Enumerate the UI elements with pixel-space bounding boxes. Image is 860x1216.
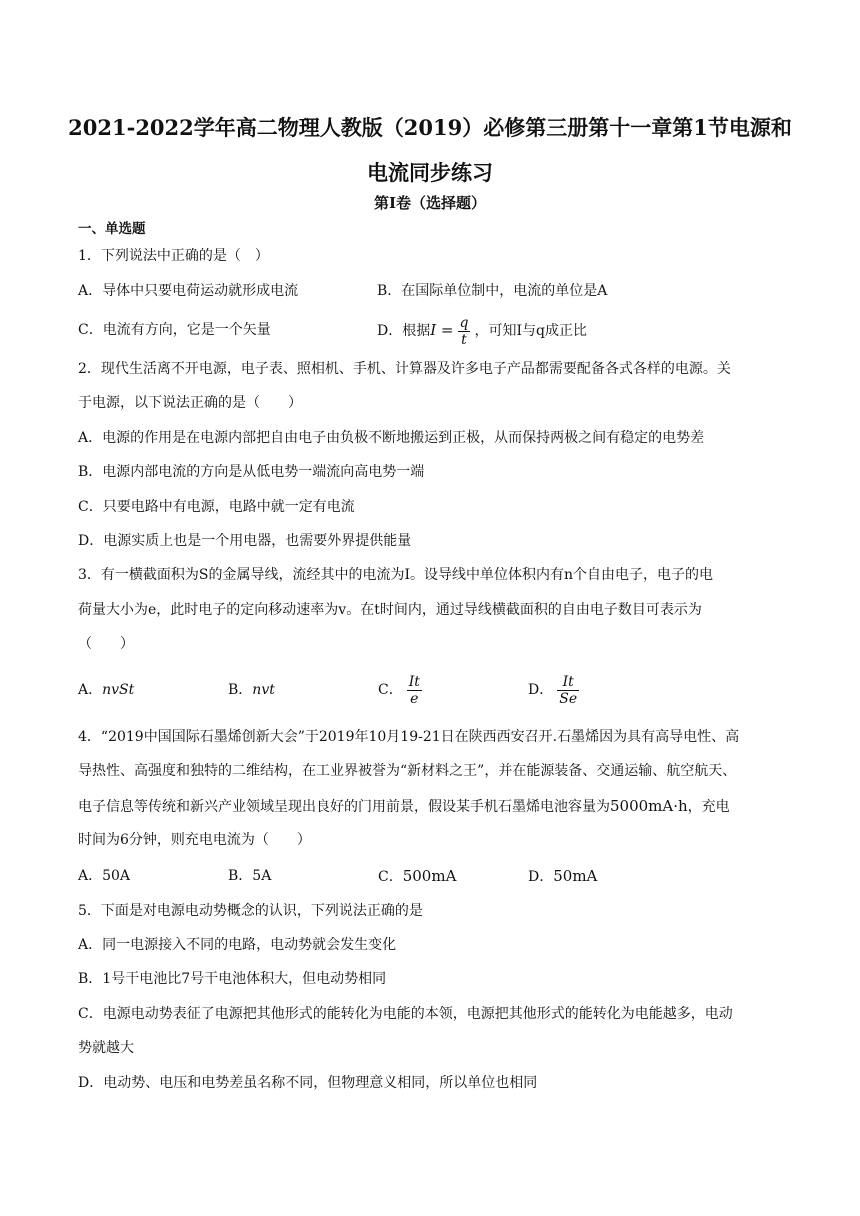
q1-option-a: A．导体中只要电荷运动就形成电流 [78, 283, 299, 299]
q3-option-b-value: nvt [252, 682, 275, 698]
q5-option-a: A．同一电源接入不同的电路，电动势就会发生变化 [78, 937, 397, 953]
q4-option-c [378, 866, 456, 887]
q5-stem: 5．下面是对电源电动势概念的认识，下列说法正确的是 [78, 903, 423, 919]
q3-option-c-numerator: It [408, 673, 420, 690]
q2-stem-line-1: 2．现代生活离不开电源，电子表、照相机、手机、计算器及许多电子产品都需要配备各式各样的电源。关 [78, 361, 731, 377]
q3-stem-line-1: 3．有一横截面积为S的金属导线，流经其中的电流为I。设导线中单位体积内有n个自由电子，电子的电 [78, 567, 714, 583]
q3-option-d-fraction [557, 674, 579, 707]
q1-formula-denominator: t [461, 331, 467, 348]
q2-option-a: A．电源的作用是在电源内部把自由电子由负极不断地搬运到正极，从而保持两极之间有稳定的电势差 [78, 430, 705, 446]
q3-option-c [378, 672, 426, 708]
q4-battery-capacity: 5000mA·h [610, 797, 688, 815]
q4-stem-line-4: 时间为6分钟，则充电电流为（ ） [78, 832, 311, 848]
q1-option-d-prefix: D．根据 [377, 323, 431, 339]
q4-stem-line-3 [78, 796, 786, 817]
q3-stem-line-2: 荷量大小为e，此时电子的定向移动速率为v。在t时间内，通过导线横截面积的自由电子数目可表示为 [78, 602, 702, 618]
q4-option-c-letter: C． [378, 869, 403, 885]
q5-option-c-line-2: 势就越大 [78, 1040, 134, 1056]
q1-option-d [377, 312, 587, 349]
q4-option-d-letter: D． [528, 869, 554, 885]
q3-option-c-letter: C． [378, 682, 403, 698]
q1-option-c: C．电流有方向，它是一个矢量 [78, 322, 271, 338]
q4-option-d [528, 866, 597, 887]
q3-option-a [78, 680, 134, 700]
q4-option-a: A．50A [78, 868, 131, 884]
q1-formula-fraction [458, 315, 471, 348]
q1-option-d-suffix: ，可知I与q成正比 [474, 323, 587, 339]
q3-option-c-denominator: e [410, 690, 419, 707]
q2-stem-line-2: 于电源，以下说法正确的是（ ） [78, 395, 302, 411]
q1-formula-lhs: I = [430, 321, 454, 339]
q3-option-b [228, 680, 275, 700]
q4-stem-line-3-end: ，充电 [687, 799, 730, 815]
q3-stem-line-3: （ ） [78, 636, 134, 652]
q2-option-d: D．电源实质上也是一个用电器，也需要外界提供能量 [78, 533, 412, 549]
q3-option-d [528, 672, 583, 708]
document-title-line-1: 2021-2022学年高二物理人教版（2019）必修第三册第十一章第1节电源和 [68, 115, 792, 140]
q3-option-d-numerator: It [557, 674, 579, 691]
q4-option-b: B．5A [228, 868, 272, 884]
section-heading: 一、单选题 [78, 221, 146, 237]
q2-option-c: C．只要电路中有电源，电路中就一定有电流 [78, 499, 355, 515]
q5-option-c-line-1: C．电源电动势表征了电源把其他形式的能转化为电能的本领，电源把其他形式的能转化为电能越多，电动 [78, 1006, 733, 1022]
q2-option-b: B．电源内部电流的方向是从低电势一端流向高电势一端 [78, 464, 425, 480]
q4-stem-line-2: 导热性、高强度和独特的二维结构，在工业界被誉为“新材料之王”，并在能源装备、交通运输、航空航天、 [78, 763, 737, 779]
q4-option-d-value: 50mA [553, 867, 598, 885]
q3-option-a-letter: A． [78, 682, 103, 698]
q1-formula-numerator: q [459, 314, 469, 331]
q3-option-d-denominator: Se [559, 690, 578, 707]
q5-option-d: D．电动势、电压和电势差虽名称不同，但物理意义相同，所以单位也相同 [78, 1075, 538, 1091]
q4-stem-line-3-text: 电子信息等传统和新兴产业领域呈现出良好的门用前景，假设某手机石墨烯电池容量为 [78, 799, 610, 815]
q3-option-d-letter: D． [528, 682, 554, 698]
q4-option-c-value: 500mA [402, 867, 457, 885]
q3-option-a-value: nvSt [102, 682, 135, 698]
volume-heading: 第I卷（选择题） [373, 194, 487, 212]
q4-stem-line-1: 4．“2019中国国际石墨烯创新大会”于2019年10月19-21日在陕西西安召开.石墨烯因为具有高导电性、高 [78, 729, 740, 745]
document-title-line-2: 电流同步练习 [367, 160, 493, 185]
q1-option-b: B．在国际单位制中，电流的单位是A [377, 283, 608, 299]
q1-stem: 1．下列说法中正确的是（ ） [78, 248, 269, 264]
q3-option-b-letter: B． [228, 682, 253, 698]
q5-option-b: B．1号干电池比7号干电池体积大，但电动势相同 [78, 971, 387, 987]
q3-option-c-fraction [407, 674, 422, 707]
